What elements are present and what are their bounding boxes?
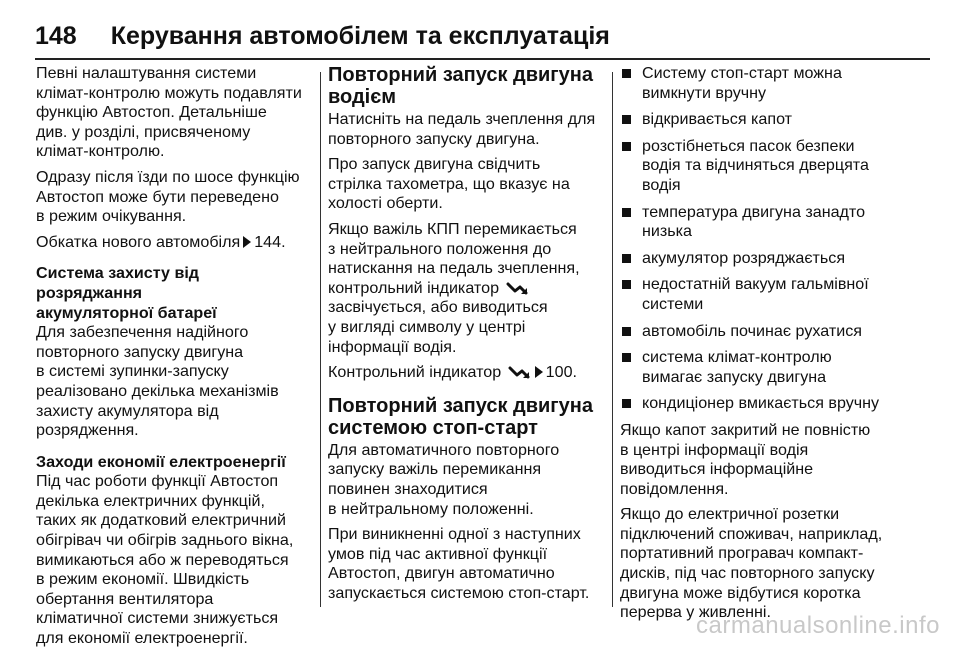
list-item-text: розстібнеться пасок безпеки [642,136,855,155]
driver-restart-paragraph-1 [328,110,606,149]
auto-restart-paragraph-1 [328,441,606,519]
text-line: запускається системою стоп-старт. [328,583,590,602]
text-line: з нейтрального положення до [328,239,552,258]
list-item-text: вимагає запуску двигуна [642,367,827,386]
driver-restart-paragraph-4 [328,363,606,383]
column-divider-right [612,72,613,607]
running-title: Керування автомобілем та експлуатація [110,21,610,50]
watermark: carmanualsonline.info [696,612,940,639]
text-line: Під час роботи функції Автостоп [36,472,279,491]
power-outlet-paragraph [620,505,920,623]
text-line: Для забезпечення надійного [36,323,249,342]
square-bullet-icon [622,115,631,124]
list-item [620,275,920,314]
text-line: портативний програвач компакт- [620,544,864,563]
driver-restart-heading [328,64,606,108]
square-bullet-icon [622,69,631,78]
text-line: системою стоп-старт [328,416,538,439]
autostop-indicator-icon [506,282,528,296]
text-line: При виникненні одної з наступних [328,525,581,544]
text-line: клімат-контролю. [36,142,165,161]
text-line: повторного запуску двигуна. [328,129,540,148]
page-reference-link[interactable]: 100. [545,363,577,382]
column-2 [328,64,606,609]
battery-protection-paragraph [36,323,308,441]
text-line: в режим очікування. [36,207,187,226]
text-line: таких як додатковий електричний [36,511,286,530]
intro-paragraph-3 [36,233,308,253]
list-item [620,249,920,269]
text-line: Якщо до електричної розетки [620,505,840,524]
text-line: повідомлення. [620,479,729,498]
square-bullet-icon [622,208,631,217]
list-item-text: вимкнути вручну [642,83,767,102]
text-line: обертання вентилятора [36,589,214,608]
text-line: вимикаються або ж переводяться [36,550,289,569]
list-item-text: системи [642,294,704,313]
list-item-text: кондиціонер вмикається вручну [642,394,880,413]
text-line: в центрі інформації водія [620,440,809,459]
text-line: повторного запуску двигуна [36,342,244,361]
driver-restart-paragraph-2 [328,155,606,214]
autostop-indicator-icon [508,366,530,380]
text-line: Повторний запуск двигуна [328,394,593,417]
list-item-text: Систему стоп-старт можна [642,64,842,82]
indicator-ref-text: Контрольний індикатор [328,363,502,382]
triangle-right-icon [243,236,251,248]
text-line: Про запуск двигуна свідчить [328,155,541,174]
list-item [620,394,920,414]
text-line: Якщо важіль КПП перемикається [328,219,577,238]
list-item-text: відкривається капот [642,110,793,129]
list-item [620,322,920,342]
text-line: стрілка тахометра, що вказує на [328,174,570,193]
text-line: кліматичної системи знижується [36,609,279,628]
text-line: перерва у живленні. [620,603,771,622]
restart-conditions-list [620,64,920,414]
text-line: захисту акумулятора від [36,401,219,420]
list-item [620,203,920,242]
text-line: інформації водія. [328,337,457,356]
text-line: умов під час активної функції [328,544,548,563]
list-item-text: автомобіль починає рухатися [642,321,862,340]
triangle-right-icon [535,366,543,378]
square-bullet-icon [622,254,631,263]
list-item-text: недостатній вакуум гальмівної [642,275,869,294]
list-item-text: система клімат-контролю [642,348,832,367]
restart-para3-rest [328,298,548,355]
text-line: засвічується, або виводиться [328,298,548,317]
page-header [35,14,930,60]
intro-paragraph-1 [36,64,308,162]
text-line: дисків, під час повторного запуску [620,564,875,583]
square-bullet-icon [622,353,631,362]
text-line: запуску важіль перемикання [328,460,542,479]
indicator-line-text: контрольний індикатор [328,278,500,297]
text-line: Система захисту від розряджання [36,264,200,302]
text-line: функцію Автостоп. Детальніше [36,103,267,122]
auto-restart-heading [328,395,606,439]
text-line: холості оберти. [328,194,443,213]
text-line: Якщо капот закритий не повністю [620,420,871,439]
list-item-text: водія та відчиняться дверцята [642,156,869,175]
column-divider-left [320,72,321,607]
text-line: клімат-контролю можуть подавляти [36,83,302,102]
energy-saving-heading: Заходи економії електроенергії [36,452,286,471]
text-line: повинен знаходитися [328,479,488,498]
page-number: 148 [35,21,77,50]
list-item [620,64,920,103]
list-item-text: акумулятор розряджається [642,248,846,267]
text-line: у вигляді символу у центрі [328,317,526,336]
text-line: Одразу після їзди по шосе функцію [36,167,300,186]
text-line: в системі зупинки-запуску [36,362,229,381]
list-item-text: низька [642,222,692,241]
list-item [620,137,920,196]
intro-paragraph-2 [36,168,308,227]
text-line: Автостоп може бути переведено [36,187,279,206]
text-line: див. у розділі, присвяченому [36,122,251,141]
text-line: реалізовано декілька механізмів [36,381,279,400]
text-line: Автостоп, двигун автоматично [328,564,555,583]
driver-restart-paragraph-3 [328,220,606,357]
square-bullet-icon [622,399,631,408]
hood-open-paragraph [620,421,920,499]
text-line: Певні налаштування системи [36,64,257,82]
restart-para3-lines [328,220,580,277]
list-item-text: водія [642,175,681,194]
list-item [620,110,920,130]
text-line: обігрівач чи обігрів заднього вікна, [36,531,294,550]
square-bullet-icon [622,280,631,289]
square-bullet-icon [622,142,631,151]
text-line: акумуляторної батареї [36,303,217,322]
energy-saving-paragraph [36,472,308,648]
list-item [620,348,920,387]
column-3 [620,64,920,629]
text-line: для економії електроенергії. [36,629,248,648]
battery-protection-heading [36,264,308,323]
text-line: декілька електричних функцій, [36,491,265,510]
text-line: Повторний запуск двигуна [328,64,593,86]
square-bullet-icon [622,327,631,336]
text-line: підключений споживач, наприклад, [620,524,883,543]
page-reference-link[interactable]: 144. [254,232,286,251]
text-line: двигуна може відбутися коротка [620,583,861,602]
text-line: Для автоматичного повторного [328,440,560,459]
auto-restart-paragraph-2 [328,525,606,603]
column-1 [36,64,308,655]
text-line: Натисніть на педаль зчеплення для [328,110,596,128]
list-item-text: температура двигуна занадто [642,202,866,221]
text-line: розрядження. [36,421,139,440]
text-line: в нейтральному положенні. [328,499,534,518]
break-in-text: Обкатка нового автомобіля [36,232,241,251]
text-line: водієм [328,86,397,108]
text-line: натискання на педаль зчеплення, [328,259,580,278]
text-line: виводиться інформаційне [620,460,814,479]
text-line: в режим економії. Швидкість [36,570,250,589]
